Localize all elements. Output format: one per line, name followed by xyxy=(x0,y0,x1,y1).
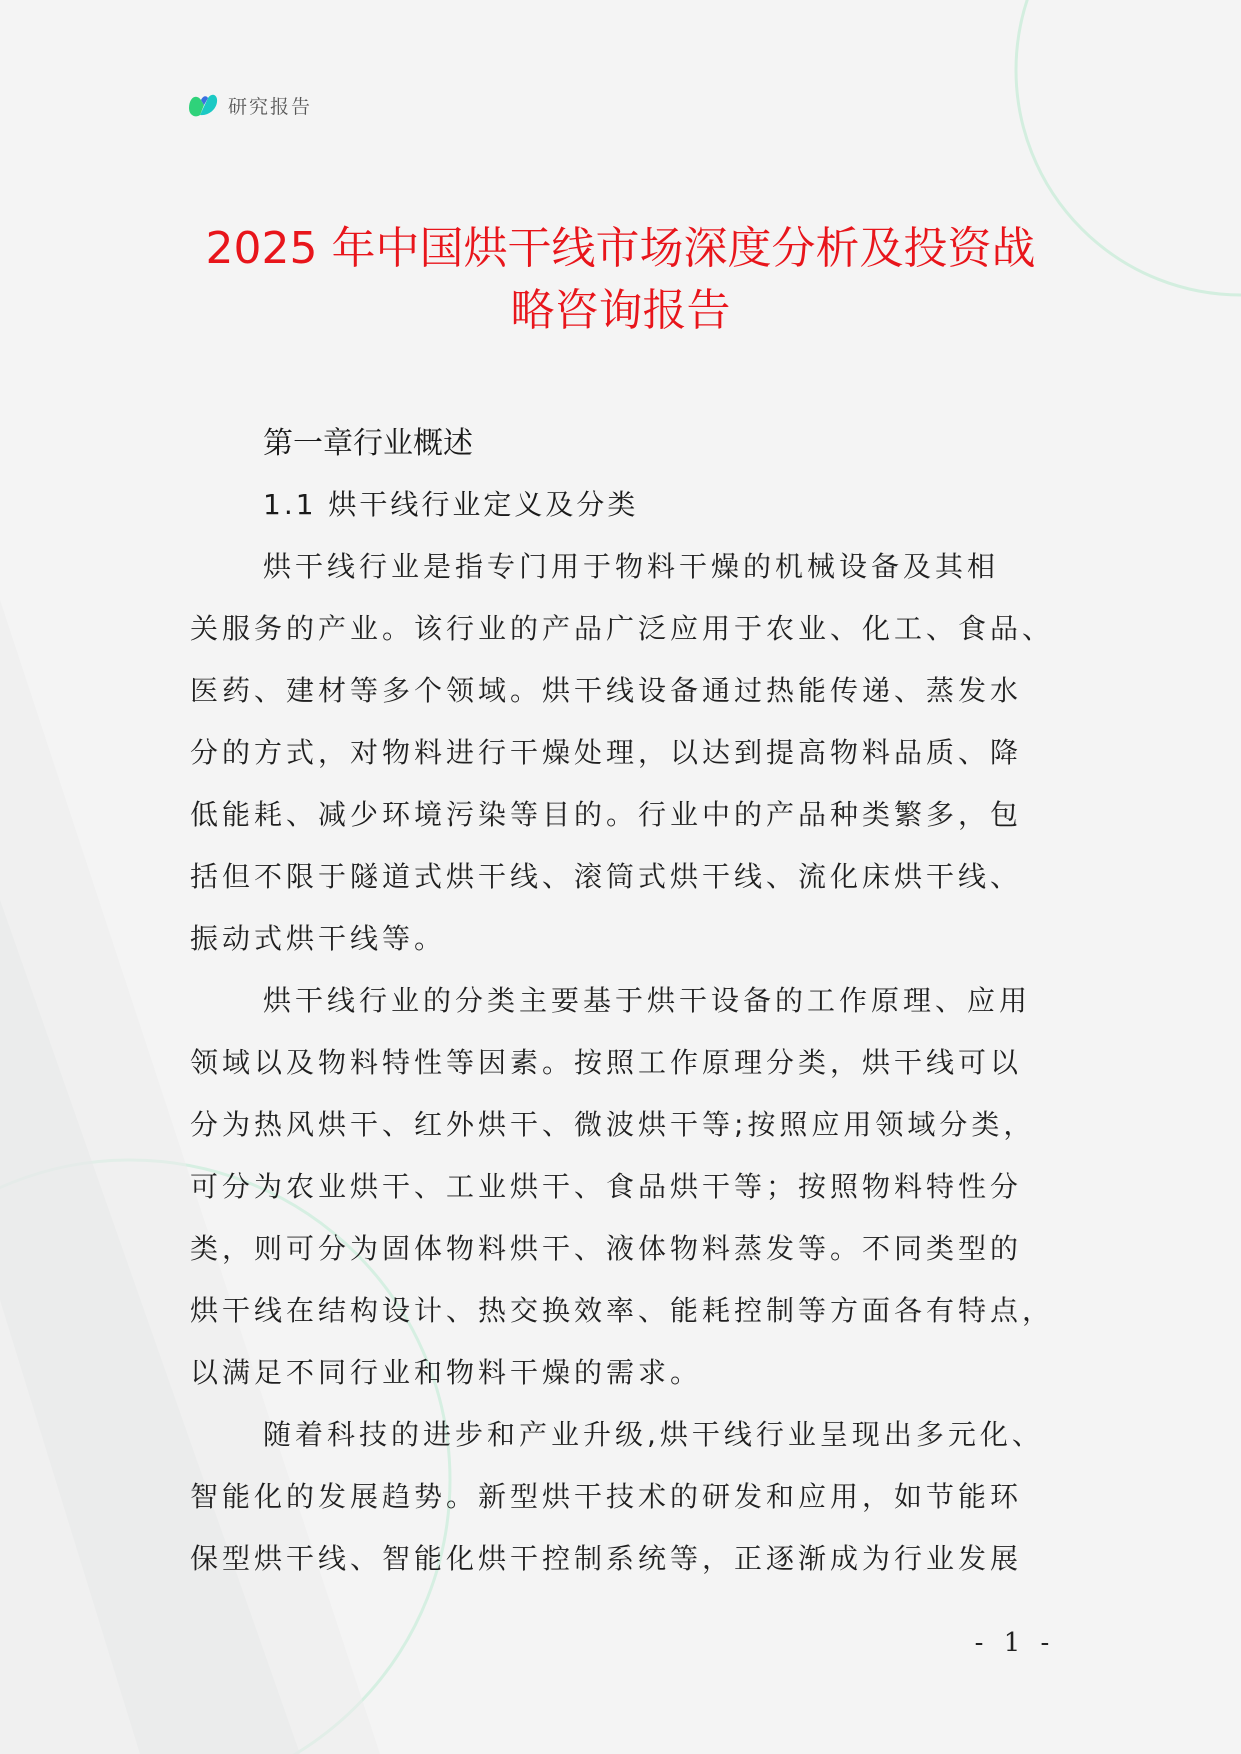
paragraph-1-line-4: 分的方式，对物料进行干燥处理，以达到提高物料品质、降 xyxy=(190,736,1023,769)
paragraph-2-line-3: 分为热风烘干、红外烘干、微波烘干等;按照应用领域分类， xyxy=(190,1108,1036,1141)
brand-logo-icon xyxy=(186,88,220,122)
paragraph-3-line-2: 智能化的发展趋势。新型烘干技术的研发和应用，如节能环 xyxy=(190,1480,1023,1513)
paragraph-1-line-3: 医药、建材等多个领域。烘干线设备通过热能传递、蒸发水 xyxy=(190,674,1023,707)
paragraph-2-line-6: 烘干线在结构设计、热交换效率、能耗控制等方面各有特点， xyxy=(190,1294,1055,1327)
title-line-2: 略咨询报告 xyxy=(510,285,731,336)
report-title xyxy=(150,218,1091,342)
paragraph-3-line-3: 保型烘干线、智能化烘干控制系统等，正逐渐成为行业发展 xyxy=(190,1542,1023,1575)
paragraph-1-line-1: 烘干线行业是指专门用于物料干燥的机械设备及其相 xyxy=(263,550,1000,583)
paragraph-1-line-2: 关服务的产业。该行业的产品广泛应用于农业、化工、食品、 xyxy=(190,612,1055,645)
paragraph-2-line-7: 以满足不同行业和物料干燥的需求。 xyxy=(190,1356,703,1389)
chapter-heading: 第一章行业概述 xyxy=(263,426,473,461)
title-line-1: 2025 年中国烘干线市场深度分析及投资战 xyxy=(205,223,1036,274)
paragraph-2-line-4: 可分为农业烘干、工业烘干、食品烘干等；按照物料特性分 xyxy=(190,1170,1023,1203)
paragraph-1-line-7: 振动式烘干线等。 xyxy=(190,922,447,955)
paragraph-2-line-1: 烘干线行业的分类主要基于烘干设备的工作原理、应用 xyxy=(263,984,1032,1017)
body-text xyxy=(190,536,1070,1590)
page-number: - 1 - xyxy=(974,1628,1056,1658)
paragraph-2-line-2: 领域以及物料特性等因素。按照工作原理分类，烘干线可以 xyxy=(190,1046,1023,1079)
report-header xyxy=(186,88,312,122)
paragraph-2-line-5: 类，则可分为固体物料烘干、液体物料蒸发等。不同类型的 xyxy=(190,1232,1023,1265)
paragraph-3-line-1: 随着科技的进步和产业升级,烘干线行业呈现出多元化、 xyxy=(263,1418,1044,1451)
section-heading: 1.1 烘干线行业定义及分类 xyxy=(263,488,639,521)
report-type-label: 研究报告 xyxy=(228,95,313,118)
paragraph-1-line-6: 括但不限于隧道式烘干线、滚筒式烘干线、流化床烘干线、 xyxy=(190,860,1023,893)
paragraph-1-line-5: 低能耗、减少环境污染等目的。行业中的产品种类繁多，包 xyxy=(190,798,1023,831)
